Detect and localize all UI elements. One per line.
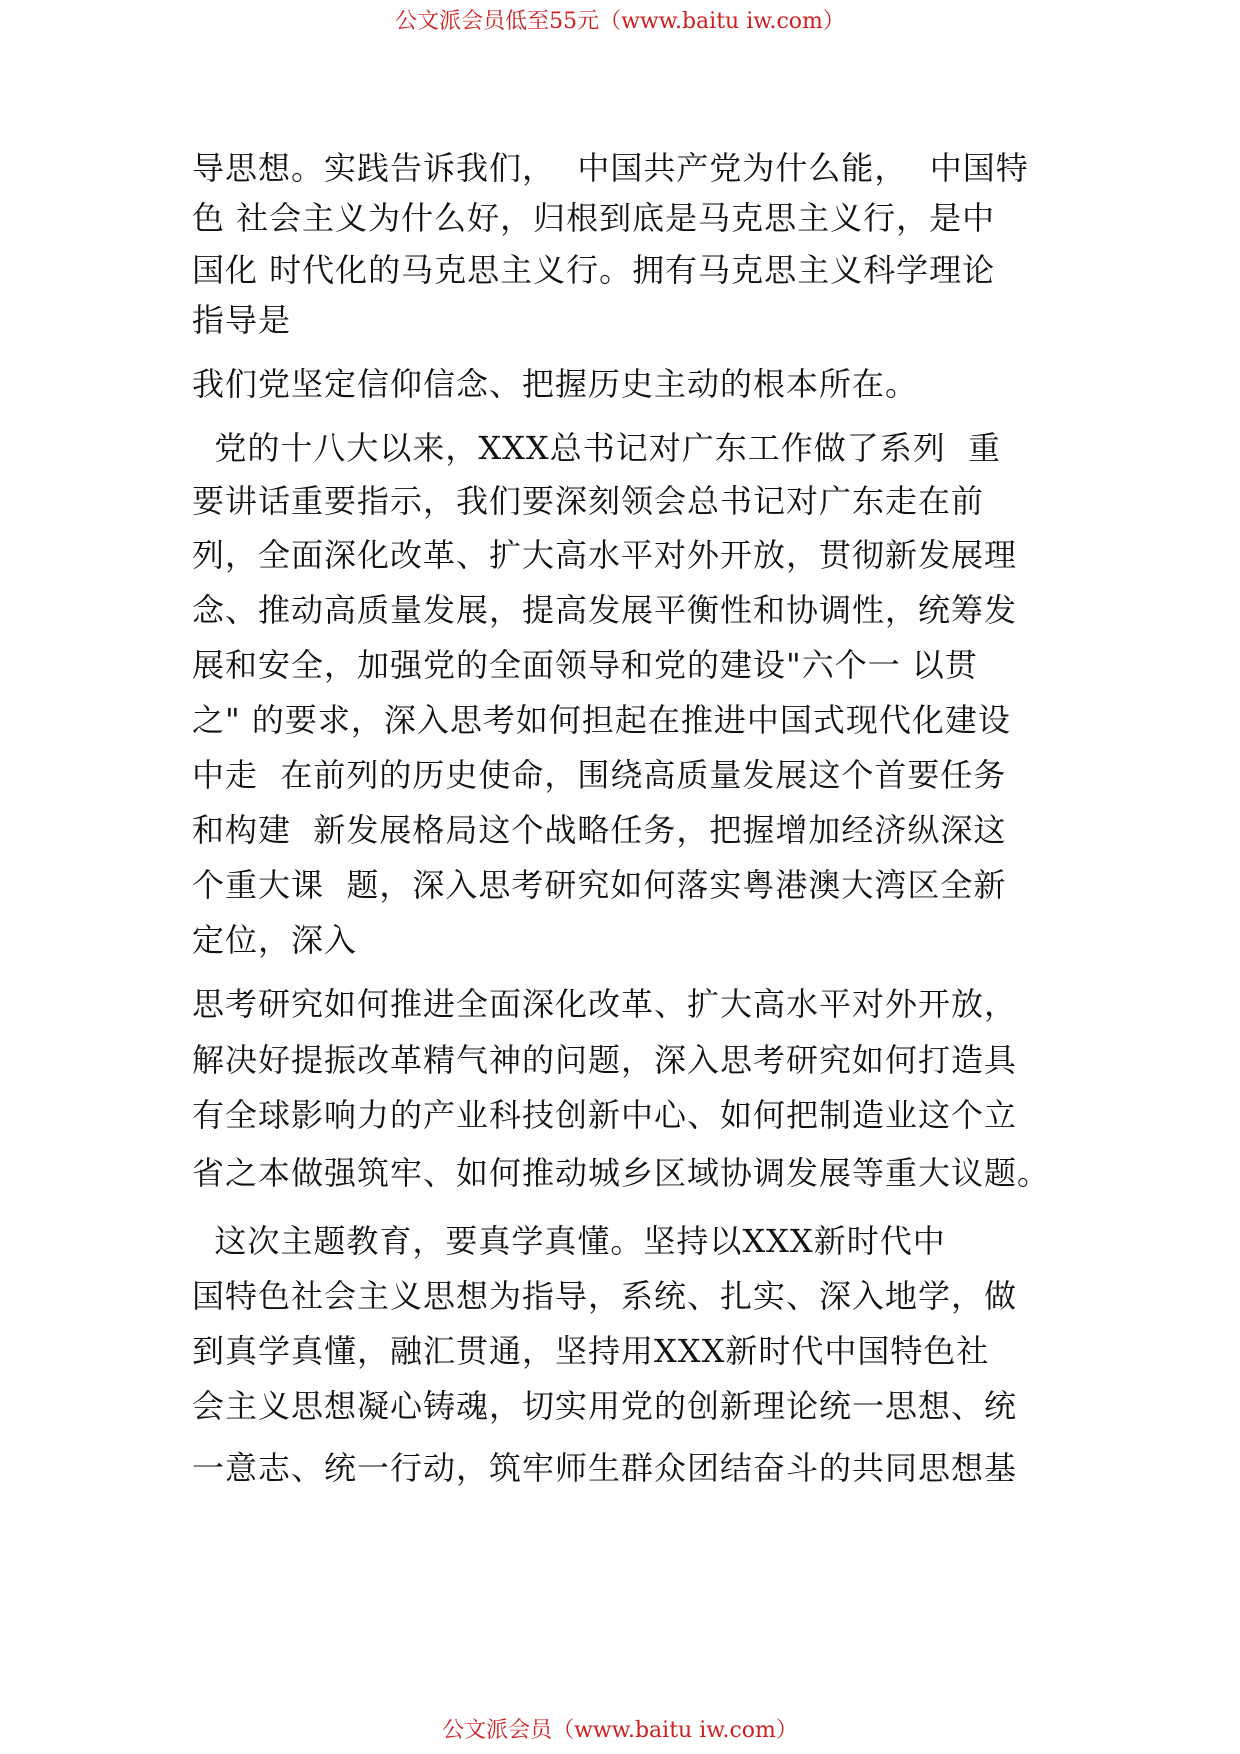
- text-line: 省之本做强筑牢、如何推动城乡区域协调发展等重大议题。: [192, 1154, 1051, 1192]
- header-watermark[interactable]: 公文派会员低至55元（www.baitu iw.com）: [395, 9, 845, 34]
- text-line: 国化 时代化的马克思主义行。拥有马克思主义科学理论: [192, 251, 996, 289]
- text-line: 列，全面深化改革、扩大高水平对外开放，贯彻新发展理: [192, 536, 1018, 574]
- text-line: 色 社会主义为什么好，归根到底是马克思主义行，是中: [192, 199, 996, 237]
- text-line: 解决好提振改革精气神的问题，深入思考研究如何打造具: [192, 1041, 1018, 1079]
- text-line: 指导是: [192, 301, 292, 339]
- text-line: 展和安全，加强党的全面领导和党的建设"六个一 以贯: [192, 646, 978, 684]
- footer-watermark[interactable]: 公文派会员（www.baitu iw.com）: [442, 1718, 798, 1743]
- text-line: 有全球影响力的产业科技创新中心、如何把制造业这个立: [192, 1096, 1018, 1134]
- text-line: 中走 在前列的历史使命，围绕高质量发展这个首要任务: [192, 756, 1007, 794]
- text-line: 党的十八大以来，XXX总书记对广东工作做了系列 重: [192, 429, 1002, 467]
- text-line: 念、推动高质量发展，提高发展平衡性和协调性，统筹发: [192, 591, 1018, 629]
- text-line: 导思想。实践告诉我们， 中国共产党为什么能， 中国特: [192, 149, 1029, 187]
- text-line: 要讲话重要指示，我们要深刻领会总书记对广东走在前: [192, 482, 985, 520]
- text-line: 个重大课 题，深入思考研究如何落实粤港澳大湾区全新: [192, 866, 1007, 904]
- text-line: 思考研究如何推进全面深化改革、扩大高水平对外开放，: [192, 985, 1018, 1023]
- text-line: 和构建 新发展格局这个战略任务，把握增加经济纵深这: [192, 811, 1007, 849]
- text-line: 一意志、统一行动，筑牢师生群众团结奋斗的共同思想基: [192, 1449, 1018, 1487]
- text-line: 之" 的要求，深入思考如何担起在推进中国式现代化建设: [192, 701, 1011, 739]
- text-line: 我们党坚定信仰信念、把握历史主动的根本所在。: [192, 365, 919, 403]
- text-line: 定位，深入: [192, 921, 358, 959]
- text-line: 到真学真懂，融汇贯通，坚持用XXX新时代中国特色社: [192, 1332, 990, 1370]
- text-line: 会主义思想凝心铸魂，切实用党的创新理论统一思想、统: [192, 1387, 1018, 1425]
- text-line: 国特色社会主义思想为指导，系统、扎实、深入地学，做: [192, 1277, 1018, 1315]
- text-line: 这次主题教育，要真学真懂。坚持以XXX新时代中: [192, 1222, 946, 1260]
